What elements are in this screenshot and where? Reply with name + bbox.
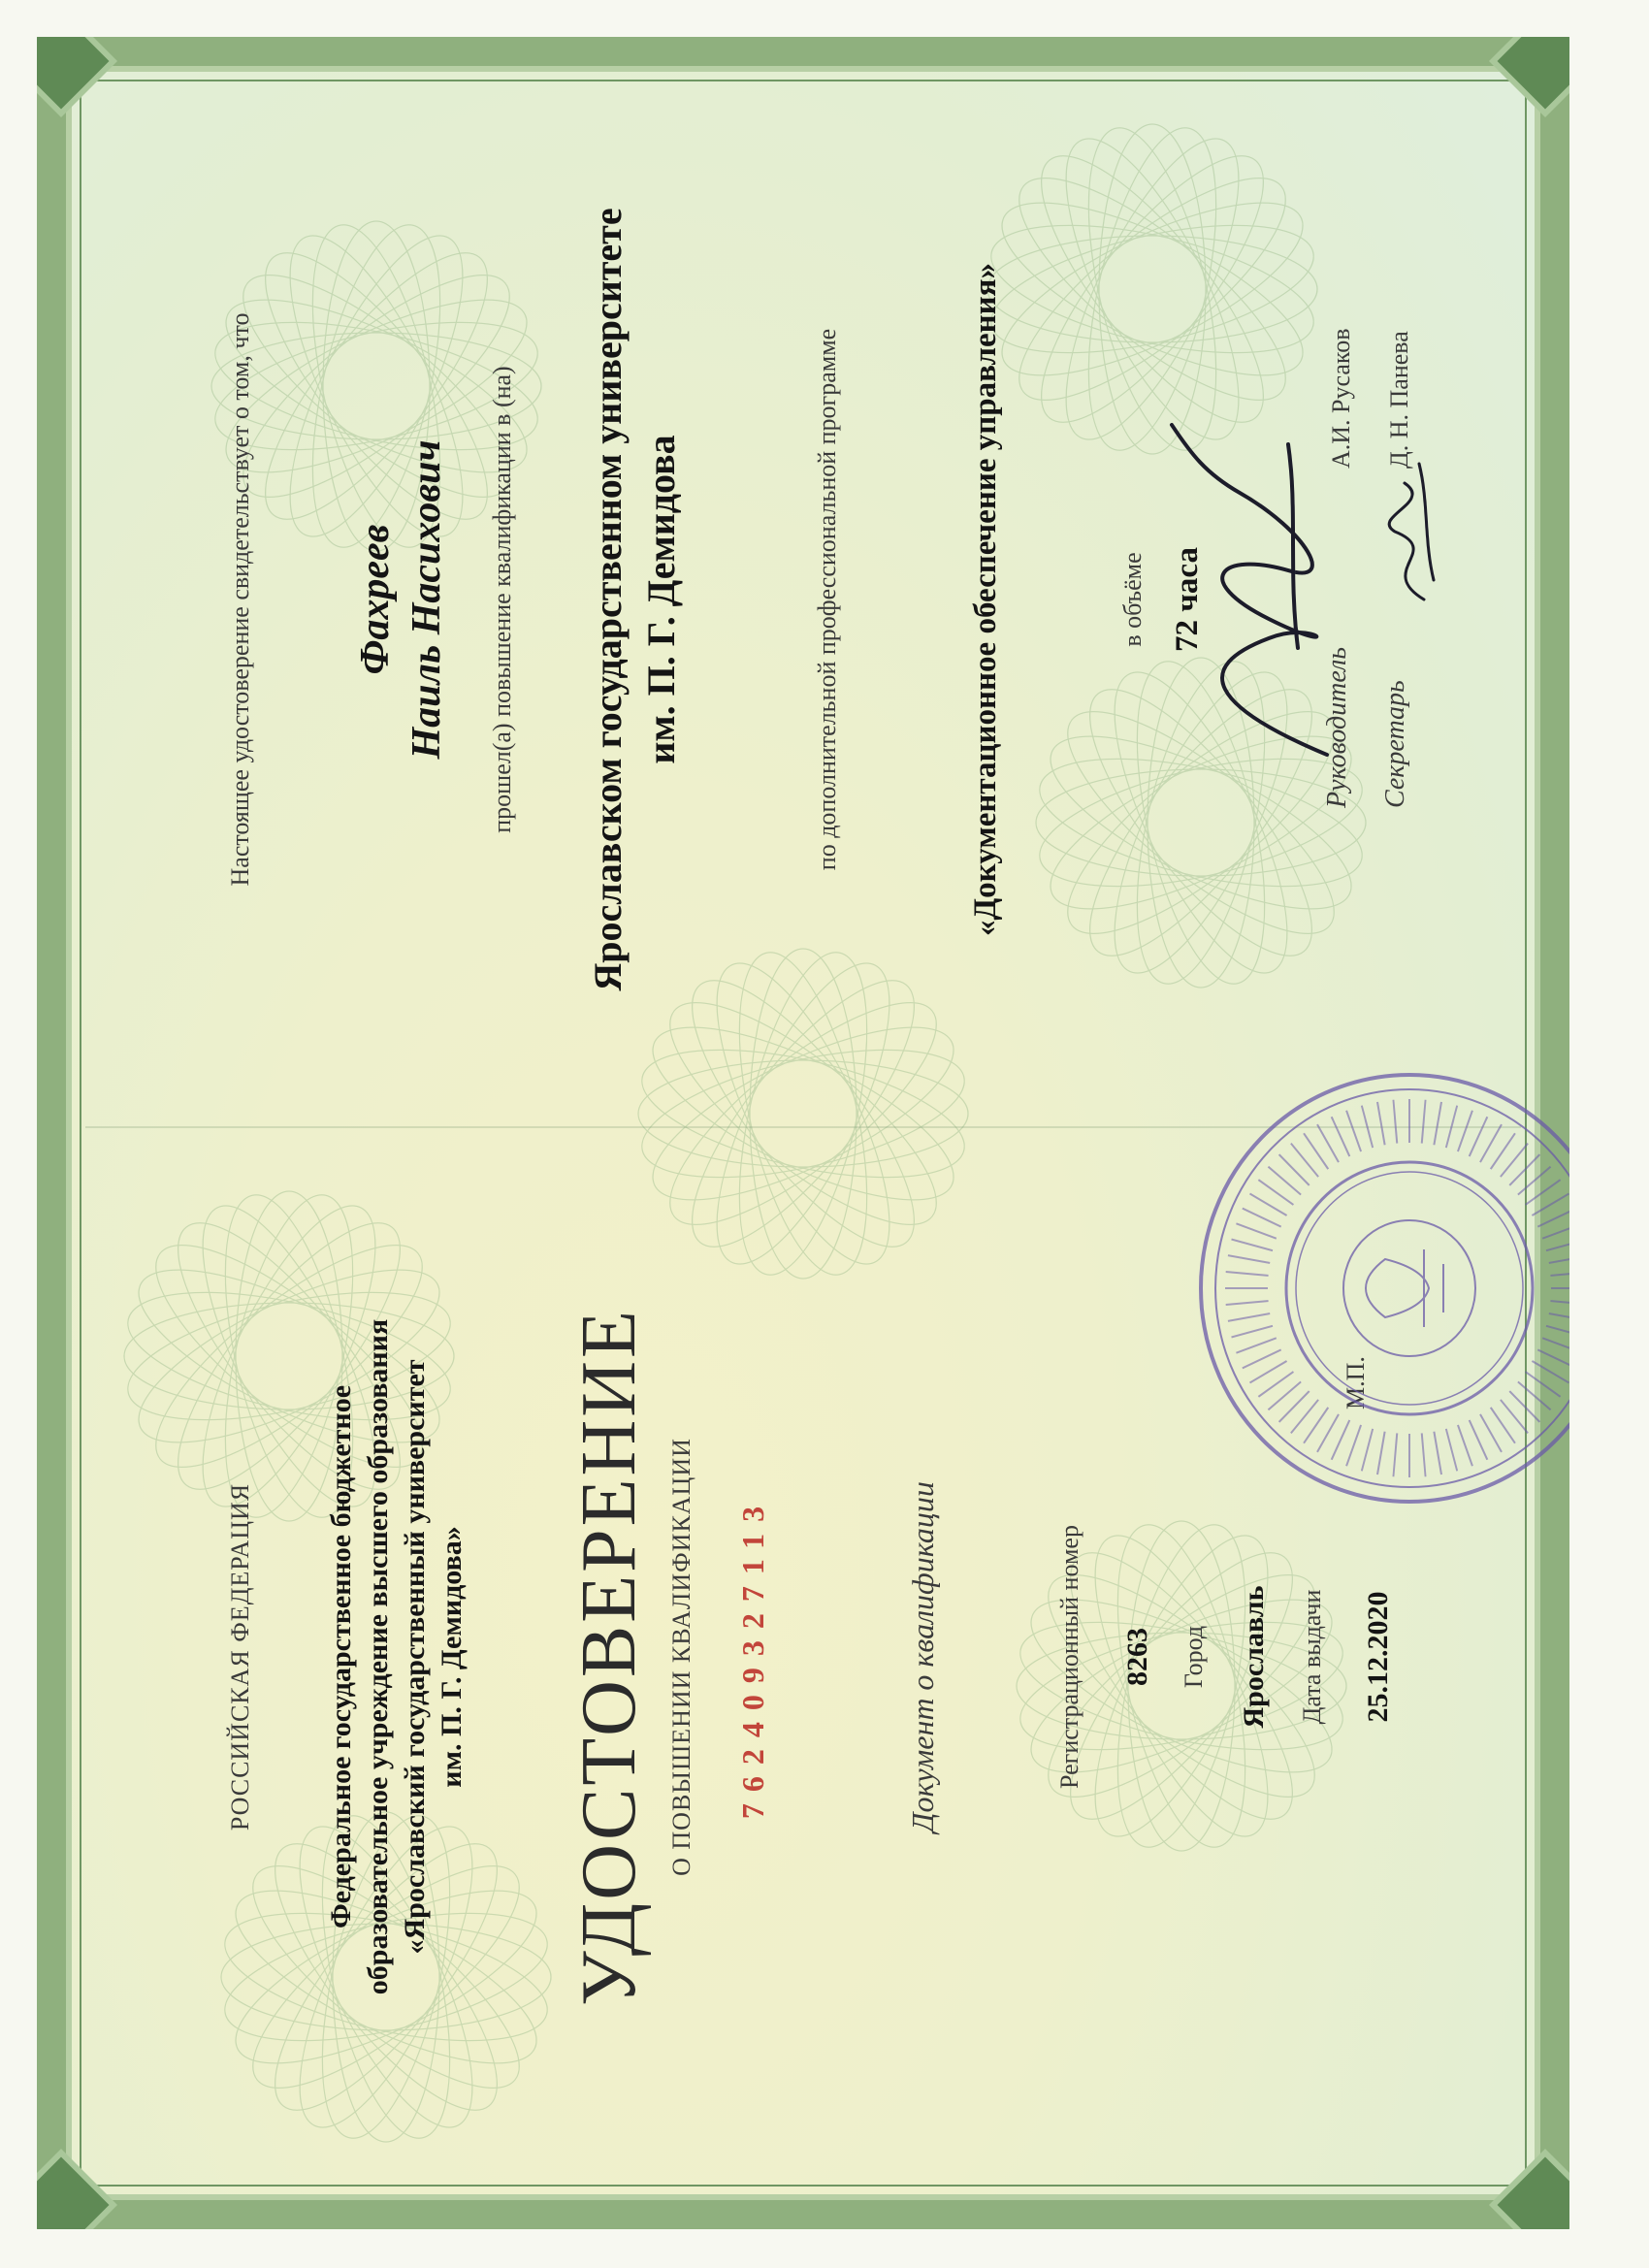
registration-label: Регистрационный номер (1055, 1525, 1083, 1789)
program-name: «Документационное обеспечение управления» (968, 262, 1003, 937)
stamp-mark: М.П. (1342, 1356, 1370, 1409)
city-value: Ярославль (1238, 1585, 1270, 1729)
document-title: УДОСТОВЕРЕНИЕ (566, 1308, 652, 2006)
holder-surname: Фахреев (353, 524, 398, 675)
volume-value: 72 часа (1170, 547, 1205, 652)
organization-name (323, 1182, 470, 2132)
program-label: по дополнительной профессиональной программе (813, 328, 841, 871)
org-line-4: им. П. Г. Демидова» (436, 1526, 468, 1788)
org-line-3: «Ярославский государственный университет (399, 1359, 431, 1955)
qualification-passed-text: прошел(а) повышение квалификации в (на) (488, 366, 516, 833)
holder-given-names: Наиль Насихович (404, 439, 449, 760)
date-label: Дата выдачи (1298, 1589, 1326, 1725)
secretary-signature (1366, 454, 1453, 609)
country-name: РОССИЙСКАЯ ФЕДЕРАЦИЯ (226, 1482, 254, 1831)
registration-number: 8263 (1121, 1628, 1153, 1686)
document-subtitle: О ПОВЫШЕНИИ КВАЛИФИКАЦИИ (667, 1438, 695, 1876)
certificate-sheet (37, 37, 1569, 2229)
city-label: Город (1180, 1625, 1208, 1689)
volume-label: в объёме (1118, 552, 1147, 647)
head-name: А.И. Русаков (1327, 328, 1355, 469)
intro-text: Настоящее удостоверение свидетельствует о том, что (226, 312, 254, 887)
secretary-name: Д. Н. Панева (1385, 331, 1413, 469)
serial-number: 762409327113 (735, 1494, 770, 1820)
org-line-1: Федеральное государственное бюджетное (325, 1384, 357, 1929)
org-line-2: образовательное учреждение высшего образования (362, 1318, 394, 1995)
university-line-2: им. П. Г. Демидова (639, 435, 683, 764)
issue-date: 25.12.2020 (1362, 1591, 1394, 1723)
university-line-1: Ярославском государственном университете (586, 208, 630, 991)
document-kind: Документ о квалификации (905, 1481, 940, 1832)
center-fold (85, 1126, 1521, 1128)
head-role: Руководитель (1322, 646, 1352, 808)
secretary-role: Секретарь (1380, 680, 1410, 808)
